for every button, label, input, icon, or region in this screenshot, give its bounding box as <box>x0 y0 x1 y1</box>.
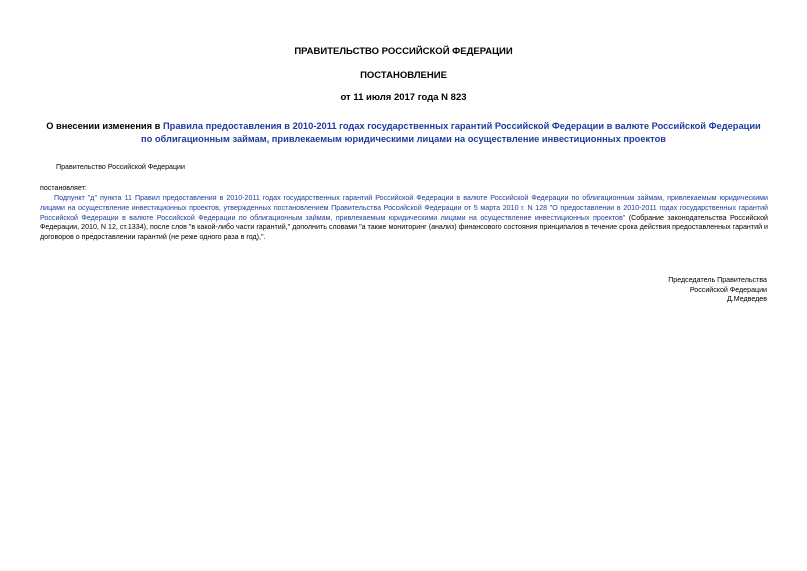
signature-organization: Российской Федерации <box>689 285 767 294</box>
body-rules-link[interactable]: Подпункт "д" пункта 11 Правил предоставления в 2010-2011 годах государственных гарантий Российской Федерации в валюте Российской Федерации по облигационным займам, привлекаемым юридическими лицами на осуществление инвестиционных проектов, утвержденных постановлением Правительства Российской Федерации от 5 марта 2010 г. N 128 "О предоставлении в 2010-2011 годах государственных гарантий Российской Федерации в валюте Российской Федерации по облигационным займам, привлекаемым юридическими лицами на осуществление инвестиционных проектов" <box>40 194 768 222</box>
resolves-label: постановляет: <box>40 184 87 192</box>
issuing-authority: Правительство Российской Федерации <box>56 163 185 171</box>
signature-block <box>668 276 767 305</box>
document-type: ПОСТАНОВЛЕНИЕ <box>360 70 447 81</box>
subject-rules-link[interactable]: Правила предоставления в 2010-2011 годах государственных гарантий Российской Федерации в валюте Российской Федерации по облигационным займам, привлекаемым юридическими лицами на осуществление инвестиционных проектов <box>140 121 761 144</box>
body-amendment-text: (Собрание законодательства Российской Федерации, 2010, N 12, ст.1334), после слов "в какой-либо части гарантий," дополнить словами "а также мониторинг (анализ) финансового состояния принципалов в течение срока действия предоставленных гарантий и договоров о предоставлении гарантий (не реже одного раза в год),". <box>40 213 769 242</box>
subject-prefix: О внесении изменения в <box>46 121 163 131</box>
issuer-heading: ПРАВИТЕЛЬСТВО РОССИЙСКОЙ ФЕДЕРАЦИИ <box>294 46 513 57</box>
signature-title: Председатель Правительства <box>668 276 767 284</box>
document-date: от 11 июля 2017 года N 823 <box>340 92 467 103</box>
resolution-body <box>40 194 768 243</box>
document-subject <box>40 120 767 145</box>
signature-name: Д.Медведев <box>726 295 767 304</box>
